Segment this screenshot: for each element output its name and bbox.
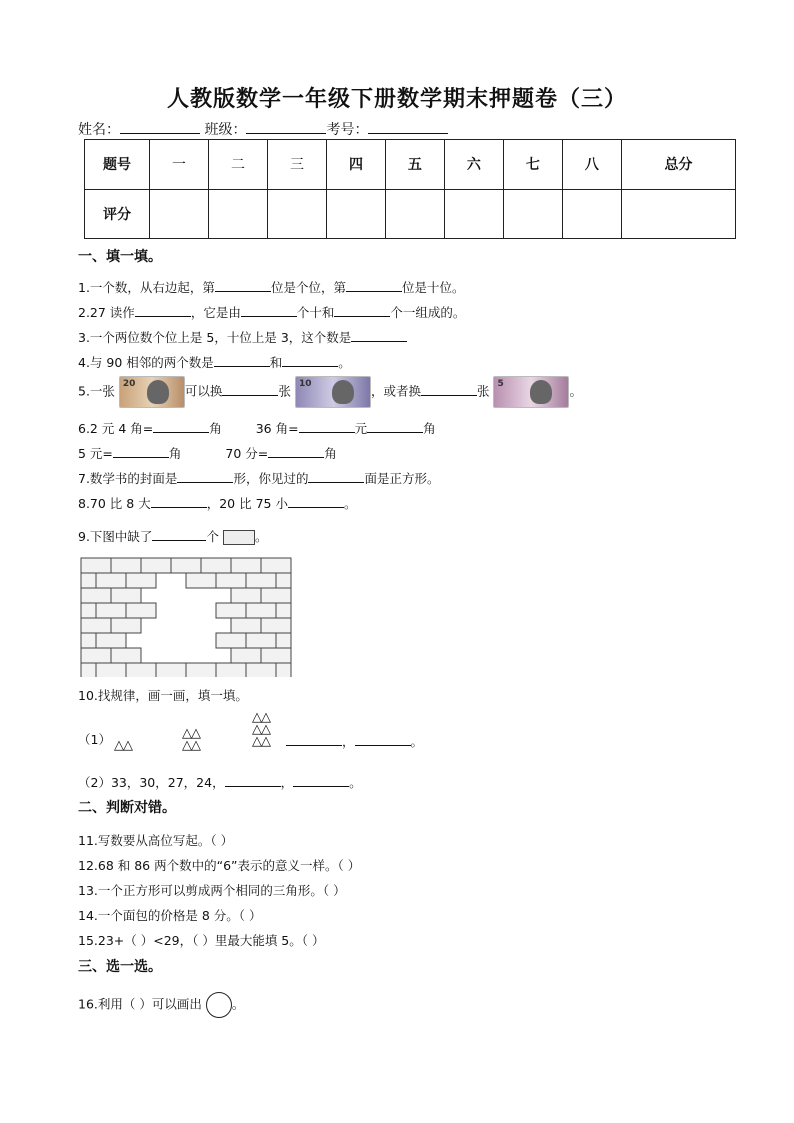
q6-text-c: 36 角= bbox=[255, 421, 299, 436]
q4-blank-1[interactable] bbox=[214, 354, 270, 367]
brick bbox=[276, 633, 291, 648]
question-7 bbox=[78, 469, 439, 487]
q5-text-b: 可以换 bbox=[184, 383, 223, 399]
q8-blank-2[interactable] bbox=[288, 495, 344, 508]
brick bbox=[186, 663, 216, 677]
q4-blank-2[interactable] bbox=[282, 354, 338, 367]
brick bbox=[231, 618, 261, 633]
name-label: 姓名： bbox=[78, 122, 120, 138]
student-info-line bbox=[78, 119, 448, 139]
score-cell[interactable] bbox=[621, 189, 735, 239]
brick bbox=[186, 573, 216, 588]
banknote-5-yuan-image: 5 bbox=[493, 376, 569, 408]
question-8 bbox=[78, 494, 356, 512]
brick bbox=[261, 558, 291, 573]
q1-blank-2[interactable] bbox=[346, 279, 402, 292]
q6-text-e: 角 bbox=[423, 421, 436, 436]
q16-text-b: 。 bbox=[231, 996, 245, 1012]
brick bbox=[81, 633, 96, 648]
q2-text-d: 个一组成的。 bbox=[390, 305, 466, 320]
brick bbox=[171, 558, 201, 573]
class-field[interactable] bbox=[246, 119, 326, 134]
question-11: 11.写数要从高位写起。（ ） bbox=[78, 833, 234, 848]
brick bbox=[231, 648, 261, 663]
triangle-pair: △△ bbox=[252, 710, 270, 725]
section-1-heading: 一、填一填。 bbox=[78, 249, 162, 265]
brick bbox=[246, 633, 276, 648]
brick bbox=[96, 573, 126, 588]
question-3 bbox=[78, 328, 407, 346]
q10-p1-blank-2[interactable] bbox=[355, 733, 411, 746]
section-2-heading: 二、判断对错。 bbox=[78, 800, 176, 816]
question-6 bbox=[78, 419, 436, 437]
q10-p2-blank-1[interactable] bbox=[225, 774, 281, 787]
q10-p1-blank-1[interactable] bbox=[286, 733, 342, 746]
q3-text-a: 3.一个两位数个位上是 5，十位上是 3，这个数是 bbox=[78, 330, 352, 345]
banknote-20-yuan-image: 20 bbox=[119, 376, 185, 408]
brick bbox=[246, 603, 276, 618]
brick bbox=[246, 573, 276, 588]
q2-text-c: 个十和 bbox=[296, 305, 335, 320]
brick bbox=[261, 648, 291, 663]
name-field[interactable] bbox=[120, 119, 200, 134]
question-2 bbox=[78, 303, 465, 321]
q2-blank-2[interactable] bbox=[241, 304, 297, 317]
q10-p1-label: （1） bbox=[78, 732, 111, 747]
circle-icon bbox=[206, 992, 232, 1018]
q10-text: 10.找规律，画一画，填一填。 bbox=[78, 688, 248, 703]
q6b-text-a: 5 元= bbox=[78, 446, 113, 461]
brick-icon bbox=[223, 530, 255, 545]
q4-text-a: 4.与 90 相邻的两个数是 bbox=[78, 355, 214, 370]
col-1: 一 bbox=[150, 140, 209, 190]
brick bbox=[96, 633, 126, 648]
score-table-score-row bbox=[85, 189, 736, 239]
page-title: 人教版数学一年级下册数学期末押题卷（三） bbox=[166, 87, 627, 112]
score-cell[interactable] bbox=[444, 189, 503, 239]
q5-blank-2[interactable] bbox=[421, 383, 477, 396]
question-9 bbox=[78, 527, 267, 545]
q6b-text-c: 70 分= bbox=[225, 446, 269, 461]
question-10 bbox=[78, 686, 248, 704]
q8-blank-1[interactable] bbox=[151, 495, 207, 508]
q8-text-b: ，20 比 75 小 bbox=[206, 496, 288, 511]
question-6-continued bbox=[78, 444, 337, 462]
brick bbox=[141, 558, 171, 573]
q6b-blank-1[interactable] bbox=[113, 445, 169, 458]
question-16 bbox=[78, 992, 244, 1018]
brick bbox=[216, 573, 246, 588]
q6-text-a: 6.2 元 4 角= bbox=[78, 421, 154, 436]
q6-blank-1[interactable] bbox=[153, 420, 209, 433]
q7-text-a: 7.数学书的封面是 bbox=[78, 471, 178, 486]
q2-text-a: 2.27 读作 bbox=[78, 305, 135, 320]
section-3-heading: 三、选一选。 bbox=[78, 959, 162, 975]
q5-text-a: 5.一张 bbox=[78, 383, 115, 399]
q4-text-b: 和 bbox=[269, 355, 283, 370]
brick bbox=[111, 648, 141, 663]
brick bbox=[81, 558, 111, 573]
score-cell[interactable] bbox=[562, 189, 621, 239]
q4-text-c: 。 bbox=[338, 355, 351, 370]
q5-text-d: ，或者换 bbox=[370, 383, 421, 399]
q1-blank-1[interactable] bbox=[215, 279, 271, 292]
q10-p1-answers: ， 。 bbox=[286, 732, 423, 750]
q3-blank-1[interactable] bbox=[351, 329, 407, 342]
brick bbox=[216, 663, 246, 677]
q5-text-f: 。 bbox=[569, 383, 582, 399]
brick bbox=[126, 663, 156, 677]
exam-label: 考号： bbox=[326, 122, 369, 138]
triangle-pair: △△ bbox=[182, 726, 200, 741]
score-cell[interactable] bbox=[267, 189, 326, 239]
question-5 bbox=[78, 376, 582, 408]
triangle-pair: △△ bbox=[182, 738, 200, 753]
brick-wall-figure bbox=[80, 557, 292, 677]
triangle-pair: △△ bbox=[114, 738, 132, 753]
col-7: 七 bbox=[503, 140, 562, 190]
q1-text-c: 位是十位。 bbox=[401, 280, 465, 295]
q6-text-d: 元 bbox=[354, 421, 368, 436]
q6b-blank-2[interactable] bbox=[268, 445, 324, 458]
score-table bbox=[84, 139, 736, 239]
brick bbox=[276, 663, 291, 677]
brick bbox=[81, 588, 111, 603]
question-10-part-1 bbox=[78, 730, 111, 748]
col-8: 八 bbox=[562, 140, 621, 190]
q7-blank-1[interactable] bbox=[177, 470, 233, 483]
brick bbox=[261, 618, 291, 633]
q10-p2-blank-2[interactable] bbox=[293, 774, 349, 787]
brick bbox=[111, 558, 141, 573]
brick bbox=[261, 588, 291, 603]
col-3: 三 bbox=[267, 140, 326, 190]
brick bbox=[81, 648, 111, 663]
triangle-pair: △△ bbox=[252, 734, 270, 749]
question-15: 15.23+（ ）<29，（ ）里最大能填 5。（ ） bbox=[78, 933, 325, 948]
score-cell[interactable] bbox=[150, 189, 209, 239]
q2-text-b: ，它是由 bbox=[190, 305, 241, 320]
question-10-part-2: （2）33，30，27，24， ， 。 bbox=[78, 775, 362, 790]
question-4 bbox=[78, 353, 351, 371]
brick bbox=[111, 618, 141, 633]
question-12: 12.68 和 86 两个数中的“6”表示的意义一样。（ ） bbox=[78, 858, 361, 873]
brick bbox=[126, 573, 156, 588]
score-cell[interactable] bbox=[208, 189, 267, 239]
brick bbox=[81, 603, 96, 618]
question-14: 14.一个面包的价格是 8 分。（ ） bbox=[78, 908, 262, 923]
q2-blank-3[interactable] bbox=[334, 304, 390, 317]
brick bbox=[246, 663, 276, 677]
brick bbox=[96, 663, 126, 677]
row-label-question: 题号 bbox=[85, 140, 150, 190]
col-total: 总分 bbox=[621, 140, 735, 190]
brick bbox=[156, 663, 186, 677]
q6b-text-d: 角 bbox=[324, 446, 337, 461]
q8-text-a: 8.70 比 8 大 bbox=[78, 496, 151, 511]
brick bbox=[216, 633, 246, 648]
score-cell[interactable] bbox=[385, 189, 444, 239]
brick bbox=[231, 558, 261, 573]
exam-number-field[interactable] bbox=[368, 119, 448, 134]
col-4: 四 bbox=[326, 140, 385, 190]
brick bbox=[111, 588, 141, 603]
col-5: 五 bbox=[385, 140, 444, 190]
brick bbox=[81, 618, 111, 633]
triangle-pair: △△ bbox=[252, 722, 270, 737]
row-label-score: 评分 bbox=[85, 189, 150, 239]
q8-text-c: 。 bbox=[343, 496, 357, 511]
brick bbox=[276, 573, 291, 588]
q7-blank-2[interactable] bbox=[308, 470, 364, 483]
score-cell[interactable] bbox=[503, 189, 562, 239]
col-2: 二 bbox=[208, 140, 267, 190]
brick bbox=[216, 603, 246, 618]
q5-text-c: 张 bbox=[278, 383, 291, 399]
q9-text-c: 。 bbox=[254, 529, 268, 544]
brick bbox=[276, 603, 291, 618]
q6b-text-b: 角 bbox=[168, 446, 182, 461]
q9-text-b: 个 bbox=[206, 529, 219, 544]
brick bbox=[81, 573, 96, 588]
q7-text-b: 形，你见过的 bbox=[233, 471, 309, 486]
q1-text-a: 1.一个数，从右边起，第 bbox=[78, 280, 215, 295]
q6-blank-3[interactable] bbox=[367, 420, 423, 433]
q6-text-b: 角 bbox=[209, 421, 222, 436]
class-label: 班级： bbox=[204, 122, 247, 138]
q5-blank-1[interactable] bbox=[222, 383, 278, 396]
question-13: 13.一个正方形可以剪成两个相同的三角形。（ ） bbox=[78, 883, 346, 898]
question-1 bbox=[78, 278, 464, 296]
score-cell[interactable] bbox=[326, 189, 385, 239]
brick bbox=[126, 603, 156, 618]
col-6: 六 bbox=[444, 140, 503, 190]
q6-blank-2[interactable] bbox=[299, 420, 355, 433]
score-table-header-row bbox=[85, 140, 736, 190]
q5-text-e: 张 bbox=[476, 383, 490, 399]
q1-text-b: 位是个位，第 bbox=[270, 280, 346, 295]
banknote-10-yuan-image: 10 bbox=[295, 376, 371, 408]
q10-p2-text: （2）33，30，27，24， bbox=[78, 775, 225, 790]
brick bbox=[231, 588, 261, 603]
q2-blank-1[interactable] bbox=[135, 304, 191, 317]
q9-blank-1[interactable] bbox=[152, 528, 206, 541]
brick bbox=[81, 663, 96, 677]
q16-text-a: 16.利用（ ）可以画出 bbox=[78, 996, 202, 1012]
brick bbox=[201, 558, 231, 573]
q9-text-a: 9.下图中缺了 bbox=[78, 529, 153, 544]
brick bbox=[96, 603, 126, 618]
q7-text-c: 面是正方形。 bbox=[364, 471, 440, 486]
